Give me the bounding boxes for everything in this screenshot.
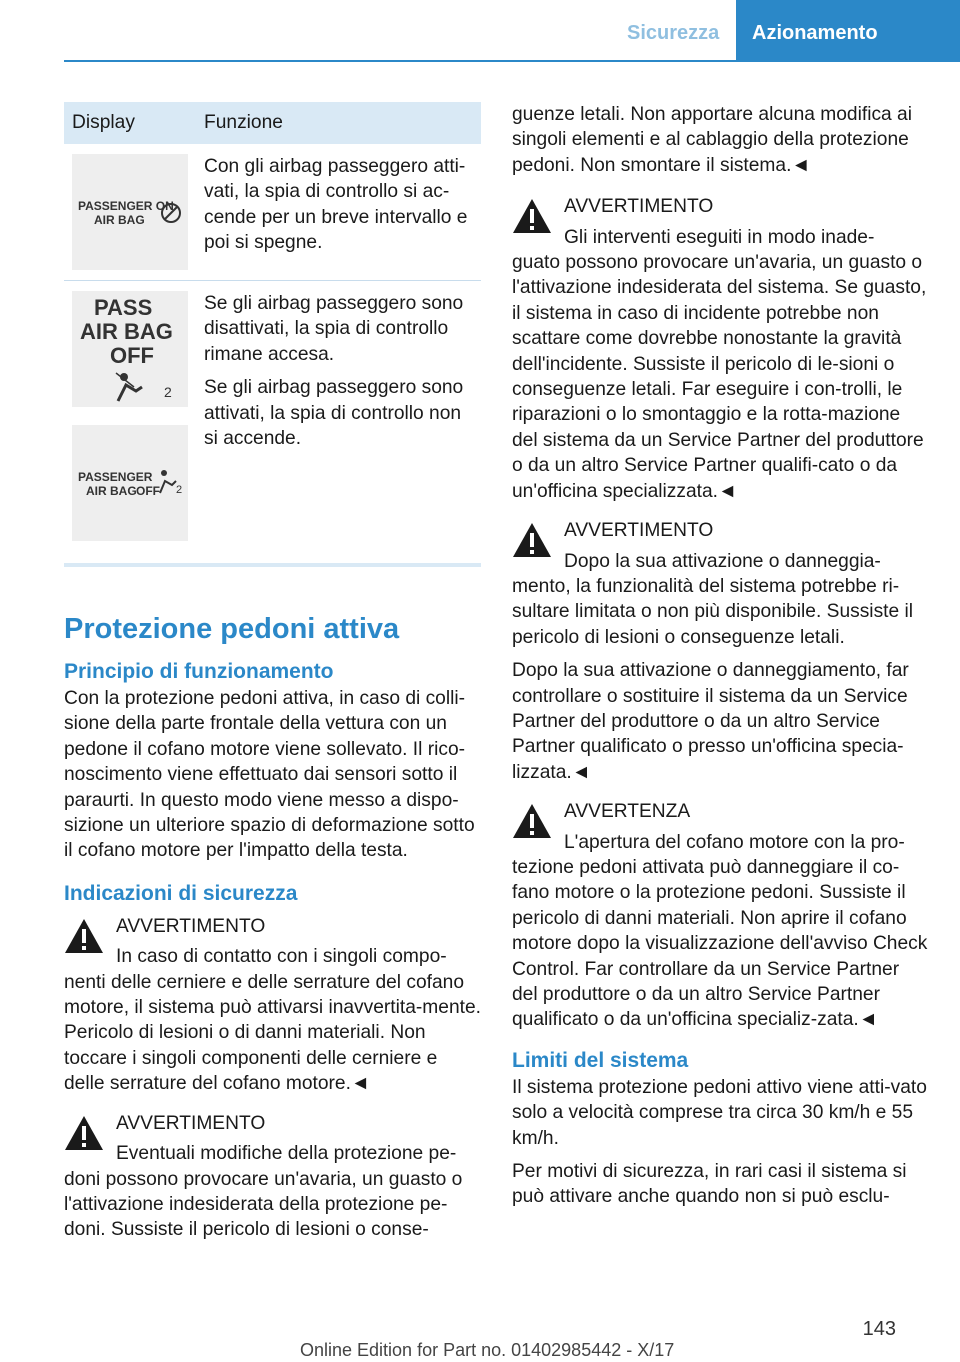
edition-footer: Online Edition for Part no. 01402985442 - X/17 [300,1340,675,1360]
passenger-airbag-off-indicator: PASSENGER AIR BAG OFF 2 [72,425,188,541]
warning-text-first: In caso di contatto con i singoli compo- [116,946,447,968]
passenger-airbag-on-indicator: PASSENGER ON AIR BAG [72,154,188,270]
seat-occupant-icon [112,371,156,403]
limits-heading: Limiti del sistema [512,1048,689,1072]
limits-text-1: Il sistema protezione pedoni attivo viene atti-vato solo a velocità comprese tra circa 30 km/h e 55 km/h. [512,1076,927,1149]
caution-block [512,799,928,1033]
caution-text-first: L'apertura del cofano motore con la pro- [564,831,905,853]
caution-label: AVVERTENZA [564,801,691,823]
table-bottom-rule [64,563,481,567]
warning-text-first: Dopo la sua attivazione o danneggia- [564,550,881,572]
indicator-table [64,102,481,551]
warning-label: AVVERTIMENTO [564,196,714,218]
left-column [64,102,481,1251]
header-rule [64,60,960,62]
warning-text-rest: guato possono provocare un'avaria, un guasto o l'attivazione indesiderata del sistema. Se guasto, il sistema in caso di incidente potrebbe non scattare come dovrebbe nonostante la gravità dell'incidente. Sussiste il pericolo di le-sioni o conseguenze letali. Far eseguire i con-trolli, le riparazioni o lo smontaggio e la rotta-mazione del sistema da un Service Partner del produttore o da un altro Service Partner qualifi-cato o da un'officina specializzata.◄ [512,252,927,502]
warning-text-rest: nenti delle cerniere e delle serrature del cofano motore, il sistema può attivarsi inavvertita-mente. Pericolo di lesioni o di danni materiali. Non toccare i singoli componenti delle cerniere e delle serrature del cofano motore.◄ [64,971,481,1095]
after-warning-text: Dopo la sua attivazione o danneggiamento, far controllare o sostituire il sistema da un Service Partner del produttore o da un altro Service Partner qualificato o presso un'officina specia-lizzata.◄ [512,660,909,783]
caution-text-rest: tezione pedoni attivata può danneggiare il co-fano motore o la protezione pedoni. Sussiste il pericolo di danni materiali. Non aprire il cofano motore dopo la visualizzazione dell'avviso Check Control. Far controllare da un Service Partner del produttore o da un altro Service Partner qualificato o da un'officina specializ-zata.◄ [512,856,928,1031]
safety-heading: Indicazioni di sicurezza [64,881,298,905]
seat-occupant-small-icon [156,467,178,497]
limits-text-2: Per motivi di sicurezza, in rari casi il sistema si può attivare anche quando non si può esclu- [512,1161,907,1208]
row1-function-text: Con gli airbag passeggero atti-vati, la spia di controllo si ac-cende per un breve intervallo e poi si spegne. [204,156,468,254]
warning-triangle-icon [512,198,552,234]
warning-block [512,518,928,650]
warning-label: AVVERTIMENTO [116,915,266,937]
page-number: 143 [862,1318,896,1340]
warning-triangle-icon [512,522,552,558]
warning-text-rest: doni possono provocare un'avaria, un guasto o l'attivazione indesiderata della protezione pe-doni. Sussiste il pericolo di lesioni o conse- [64,1168,463,1241]
header-section-tab: Sicurezza [627,22,720,44]
col-display-header: Display [64,102,196,144]
pass-airbag-off-indicator: PASS AIR BAG OFF 2 [72,291,188,407]
header-chapter-tab: Azionamento [736,0,960,62]
warning-triangle-icon [512,803,552,839]
warning-text-rest: mento, la funzionalità del sistema potrebbe ri-sultare limitata o non più disponibile. Sussiste il pericolo di lesioni o conseguenze letali. [512,575,914,648]
warning-block [64,914,481,1097]
warning-triangle-icon [64,1115,104,1151]
warning-label: AVVERTIMENTO [116,1112,266,1134]
section-title: Protezione pedoni attiva [64,613,400,645]
warning-triangle-icon [64,918,104,954]
airbag-off-icon [160,202,182,224]
warning-block [64,1111,481,1243]
warning-text-first: Gli interventi eseguiti in modo inade- [564,226,875,248]
principle-text: Con la protezione pedoni attiva, in caso di colli-sione della parte frontale della vettura con un pedone il cofano motore viene sollevato. Il rico-noscimento viene effettuato dai sensori sotto il paraurti. In questo modo viene messo a dispo-sizione un ulteriore spazio di deformazione sotto il cofano motore per l'impatto della testa. [64,688,475,862]
warning-text-first: Eventuali modifiche della protezione pe- [116,1143,457,1165]
row2-function-text-a: Se gli airbag passeggero sono disattivati, la spia di controllo rimane accesa. [204,293,464,365]
warning-label: AVVERTIMENTO [564,520,714,542]
col-function-header: Funzione [196,102,481,144]
warning-block [512,194,928,504]
right-column [512,102,928,1218]
continued-text: guenze letali. Non apportare alcuna modifica ai singoli elementi e al cablaggio della protezione pedoni. Non smontare il sistema.◄ [512,104,912,176]
row2-function-text-b: Se gli airbag passeggero sono attivati, la spia di controllo non si accende. [204,377,464,450]
principle-heading: Principio di funzionamento [64,660,334,683]
